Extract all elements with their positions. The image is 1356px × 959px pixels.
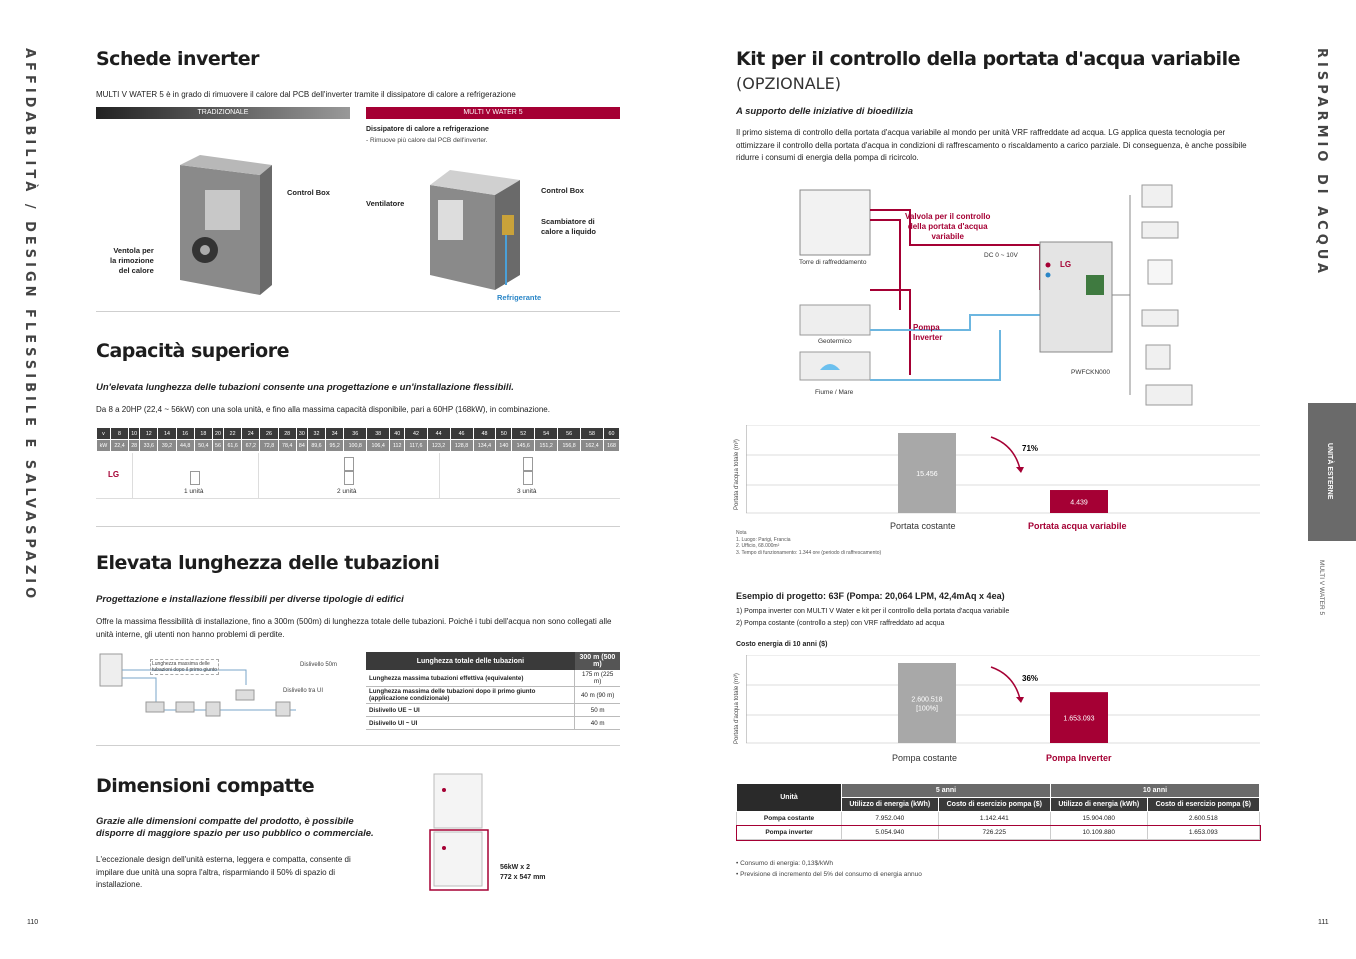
chart2-ylabel: Portata d'acqua totale (m³) [734, 673, 740, 744]
chart2-cat-0: Pompa costante [892, 753, 958, 763]
cap-v-cell: 60 [604, 428, 620, 440]
page-number-right: 111 [1318, 919, 1329, 926]
cost-subhead: Costo di esercizio pompa ($) [1147, 798, 1259, 812]
cost-subhead: Costo di esercizio pompa ($) [938, 798, 1050, 812]
cap-v-cell: 12 [140, 428, 158, 440]
brand-lg: LG [108, 470, 120, 479]
cost-table [736, 783, 1260, 840]
cap-v-cell: 30 [296, 428, 307, 440]
cap-v-cell: 8 [110, 428, 128, 440]
cost-subhead: Utilizzo di energia (kWh) [1050, 798, 1147, 812]
spec-dimensions: 772 x 547 mm [500, 874, 546, 881]
len-cell: Lunghezza massima tubazioni effettiva (equivalente) [366, 670, 575, 687]
cap-v-cell: 16 [176, 428, 194, 440]
cap-v-cell: 22 [224, 428, 242, 440]
kit-tagline: A supporto delle iniziative di bioedilizia [736, 106, 914, 117]
reduction-arrow [991, 437, 1020, 469]
cap-kw-cell: 61,6 [224, 440, 242, 452]
cap-v-cell: 14 [158, 428, 176, 440]
cost-note: • Previsione di incremento del 5% del consumo di energia annuo [736, 871, 922, 878]
chart1-note: 3. Tempo di funzionamento: 1.344 ore (periodo di raffrescamento) [736, 549, 882, 556]
cost-notes [736, 858, 922, 880]
cap-v-cell: 32 [307, 428, 325, 440]
table-row [737, 826, 1260, 840]
kit-subtitle: (OPZIONALE) [736, 74, 841, 93]
left-side-title: AFFIDABILITÀ / DESIGN FLESSIBILE E SALVASPAZIO [22, 48, 37, 603]
tab-unit-label: UNITÀ ESTERNE [1326, 443, 1333, 500]
table-row [366, 704, 620, 717]
cap-v-cell: 46 [450, 428, 473, 440]
reduction-percent: 71% [1022, 444, 1039, 453]
chart1-note: 1. Luogo: Parigi, Francia [736, 536, 791, 543]
cap-v-cell: 58 [581, 428, 604, 440]
label-ventilatore: Ventilatore [366, 199, 405, 208]
esempio-line-1: 1) Pompa inverter con MULTI V Water e kit per il controllo della portata d'acqua variabile [736, 608, 1010, 615]
len-head-1: 300 m (500 m) [575, 652, 620, 670]
label-scambiatore: Scambiatore di calore a liquido [541, 217, 597, 236]
capacity-units-row [96, 453, 620, 499]
cap-v-cell: 28 [278, 428, 296, 440]
chart1-ylabel: Portata d'acqua totale (m³) [734, 439, 740, 510]
capacita-desc: Da 8 a 20HP (22,4 ~ 56kW) con una sola unità, e fino alla massima capacità disponibile, pari a 60HP (168kW), in combinazione. [96, 405, 550, 414]
label-refrigerante: Refrigerante [497, 293, 542, 302]
cap-kw-cell: 67,2 [242, 440, 260, 452]
cap-v-cell: 18 [194, 428, 212, 440]
cost-cell: 1.653.093 [1147, 826, 1259, 840]
cap-kw-cell: 134,4 [473, 440, 496, 452]
tubazioni-desc: Offre la massima flessibilità di installazione, fino a 300m (500m) di lunghezza totale delle tubazioni. Poiché i tubi dell'acqua non sono collegati alle unità interne, gli utenti non hanno problemi di perdite. [96, 617, 612, 639]
bar-value-label: 2.600.518 [911, 696, 943, 704]
cap-v-cell: 48 [473, 428, 496, 440]
schede-title: Schede inverter [96, 48, 259, 70]
len-cell: 40 m (90 m) [575, 687, 620, 704]
cap-v-cell: 50 [496, 428, 512, 440]
schede-desc: MULTI V WATER 5 è in grado di rimuovere il calore dal PCB dell'inverter tramite il dissipatore di calore a refrigerazione [96, 90, 516, 99]
label-control-box-2: Control Box [541, 186, 584, 195]
cost-cell: 1.142.441 [938, 812, 1050, 826]
tubazioni-title: Elevata lunghezza delle tubazioni [96, 552, 440, 574]
cap-kw-cell: 22,4 [110, 440, 128, 452]
cap-v-cell: 36 [344, 428, 367, 440]
right-side-title: RISPARMIO DI ACQUA [1314, 48, 1329, 277]
unit-brand-lg: LG [1060, 260, 1072, 269]
cost-note: • Consumo di energia: 0,13$/kWh [736, 860, 833, 867]
cap-kw-cell: 151,2 [535, 440, 558, 452]
label-pwfckn000: PWFCKN000 [1071, 369, 1111, 376]
cost-cell: 7.952.040 [842, 812, 939, 826]
cap-v-cell: 38 [367, 428, 390, 440]
bar-multi-v: MULTI V WATER 5 [366, 107, 620, 119]
tubazioni-subtitle: Progettazione e installazione flessibili per diverse tipologie di edifici [96, 594, 404, 605]
cost-cell: 10.109.880 [1050, 826, 1147, 840]
len-cell: 175 m (225 m) [575, 670, 620, 687]
len-head-0: Lunghezza totale delle tubazioni [366, 652, 575, 670]
table-row [366, 717, 620, 730]
capacity-table [96, 427, 620, 452]
cap-v-cell: 20 [212, 428, 223, 440]
bar-value-label: 1.653.093 [1063, 715, 1095, 723]
chart2 [746, 655, 1260, 755]
piping-length-table [366, 652, 620, 730]
spec-power: 56kW x 2 [500, 864, 530, 871]
cap-kw-cell: 140 [496, 440, 512, 452]
cost-cell: 15.904.080 [1050, 812, 1147, 826]
cap-kw-cell: 128,8 [450, 440, 473, 452]
reduction-percent: 36% [1022, 674, 1039, 683]
chart1 [746, 425, 1260, 525]
capacita-title: Capacità superiore [96, 340, 289, 362]
dimensioni-title: Dimensioni compatte [96, 775, 315, 797]
reduction-arrow [991, 667, 1020, 699]
cap-kw-cell: 162,4 [581, 440, 604, 452]
reduction-arrowhead [1016, 467, 1024, 473]
cost-label: Costo energia di 10 anni ($) [736, 641, 828, 648]
label-2-unita: 2 unità [337, 488, 357, 495]
label-control-box-1: Control Box [287, 188, 330, 197]
label-ventola: Ventola per la rimozione del calore [110, 246, 154, 275]
diagram-label-length: Lunghezza massima delle tubazioni dopo il primo giunto [152, 661, 218, 673]
cap-v-cell: 40 [390, 428, 405, 440]
cost-cell: Pompa inverter [737, 826, 842, 840]
len-cell: Lunghezza massima delle tubazioni dopo il primo giunto (applicazione condizionale) [366, 687, 575, 704]
cap-v-cell: v [97, 428, 111, 440]
label-pompa-inverter: Pompa Inverter [913, 323, 943, 342]
kit-title: Kit per il controllo della portata d'acqua variabile [736, 48, 1240, 70]
label-3-unita: 3 unità [517, 488, 537, 495]
mv-heading: Dissipatore di calore a refrigerazione [366, 126, 489, 133]
cap-kw-cell: 100,8 [344, 440, 367, 452]
bar-tradizionale: TRADIZIONALE [96, 107, 350, 119]
cap-kw-cell: 56 [212, 440, 223, 452]
chart1-notes [736, 530, 881, 556]
cap-kw-cell: 145,6 [512, 440, 535, 452]
esempio-line-2: 2) Pompa costante (controllo a step) con VRF raffreddato ad acqua [736, 620, 945, 627]
cap-kw-cell: 156,8 [558, 440, 581, 452]
bar-value-label: 4.439 [1070, 499, 1088, 507]
mv-note: - Rimuove più calore dal PCB dell'inverter. [366, 137, 488, 144]
tab-product-label: MULTI V WATER 5 [1318, 560, 1325, 616]
table-row [366, 670, 620, 687]
cap-v-cell: 42 [405, 428, 427, 440]
cost-head-unit: Unità [737, 784, 842, 812]
capacita-subtitle: Un'elevata lunghezza delle tubazioni consente una progettazione e un'installazione flessibili. [96, 382, 514, 393]
label-1-unita: 1 unità [184, 488, 204, 495]
cap-kw-cell: 117,6 [405, 440, 427, 452]
label-fiume: Fiume / Mare [815, 389, 854, 396]
piping-diagram [96, 650, 352, 720]
chart1-cat-1: Portata acqua variabile [1028, 521, 1127, 531]
label-dc: DC 0 ~ 10V [984, 252, 1018, 259]
len-cell: Dislivello UE ~ UI [366, 704, 575, 717]
label-valvola: Valvola per il controllo della portata d'acqua variabile [905, 212, 991, 241]
cap-kw-cell: 50,4 [194, 440, 212, 452]
page-number-left: 110 [27, 919, 39, 926]
cap-kw-cell: 84 [296, 440, 307, 452]
cost-head-10y: 10 anni [1050, 784, 1259, 798]
label-torre: Torre di raffreddamento [799, 259, 867, 266]
chart1-cat-0: Portata costante [890, 521, 956, 531]
cap-kw-cell: kW [97, 440, 111, 452]
cost-cell: 5.054.940 [842, 826, 939, 840]
cap-kw-cell: 28 [129, 440, 140, 452]
cap-kw-cell: 39,2 [158, 440, 176, 452]
kit-desc: Il primo sistema di controllo della portata d'acqua variabile al mondo per unità VRF raffreddate ad acqua. LG applica questa tecnologia per ottimizzare il controllo della portata d'acqua in condizioni di raffrescamento o riscaldamento a carico parziale. Di conseguenza, è anche possibile ridurre i consumi di energia della pompa di ricircolo. [736, 128, 1247, 162]
cap-kw-cell: 33,6 [140, 440, 158, 452]
bar-value-label: 15.456 [916, 471, 938, 478]
cap-v-cell: 44 [427, 428, 450, 440]
cost-cell: 2.600.518 [1147, 812, 1259, 826]
chart1-note: 2. Ufficio, 68.000m² [736, 543, 780, 549]
cap-v-cell: 10 [129, 428, 140, 440]
cap-kw-cell: 78,4 [278, 440, 296, 452]
diagram-label-ui: Dislivello tra UI [283, 688, 324, 694]
cap-kw-cell: 106,4 [367, 440, 390, 452]
cap-kw-cell: 168 [604, 440, 620, 452]
cap-v-cell: 52 [512, 428, 535, 440]
dimensioni-desc: L'eccezionale design dell'unità esterna, leggera e compatta, consente di impilare due unità una sopra l'altra, risparmiando il 50% di spazio di installazione. [96, 855, 351, 889]
cap-v-cell: 26 [260, 428, 278, 440]
cap-kw-cell: 72,8 [260, 440, 278, 452]
cap-v-cell: 54 [535, 428, 558, 440]
cap-kw-cell: 44,8 [176, 440, 194, 452]
cap-v-cell: 56 [558, 428, 581, 440]
cap-v-cell: 24 [242, 428, 260, 440]
esempio-title: Esempio di progetto: 63F (Pompa: 20,064 LPM, 42,4mAq x 4ea) [736, 591, 1005, 601]
len-cell: 40 m [575, 717, 620, 730]
traditional-unit-illustration [160, 150, 280, 300]
cap-kw-cell: 112 [390, 440, 405, 452]
table-row [366, 687, 620, 704]
cost-cell: 726.225 [938, 826, 1050, 840]
chart2-cat-1: Pompa Inverter [1046, 753, 1112, 763]
cap-kw-cell: 95,2 [326, 440, 344, 452]
diagram-label-dislivello: Dislivello 50m [300, 662, 338, 668]
tab-unita-esterne[interactable] [1308, 403, 1356, 541]
chart1-note: Nota [736, 530, 747, 536]
multi-v-unit-illustration [420, 155, 530, 295]
len-cell: 50 m [575, 704, 620, 717]
label-geotermico: Geotermico [818, 338, 852, 345]
cost-subhead: Utilizzo di energia (kWh) [842, 798, 939, 812]
water-system-diagram [790, 180, 1210, 410]
cost-cell: Pompa costante [737, 812, 842, 826]
bar-value-label: [100%] [916, 705, 938, 713]
len-cell: Dislivello UI ~ UI [366, 717, 575, 730]
table-row [737, 812, 1260, 826]
dimensioni-subtitle: Grazie alle dimensioni compatte del prodotto, è possibile disporre di maggiore spazio per uso pubblico o commerciale. [96, 816, 374, 839]
reduction-arrowhead [1016, 697, 1024, 703]
cap-v-cell: 34 [326, 428, 344, 440]
cap-kw-cell: 123,2 [427, 440, 450, 452]
cap-kw-cell: 89,6 [307, 440, 325, 452]
cost-head-5y: 5 anni [842, 784, 1051, 798]
stacked-units-illustration [426, 770, 496, 892]
